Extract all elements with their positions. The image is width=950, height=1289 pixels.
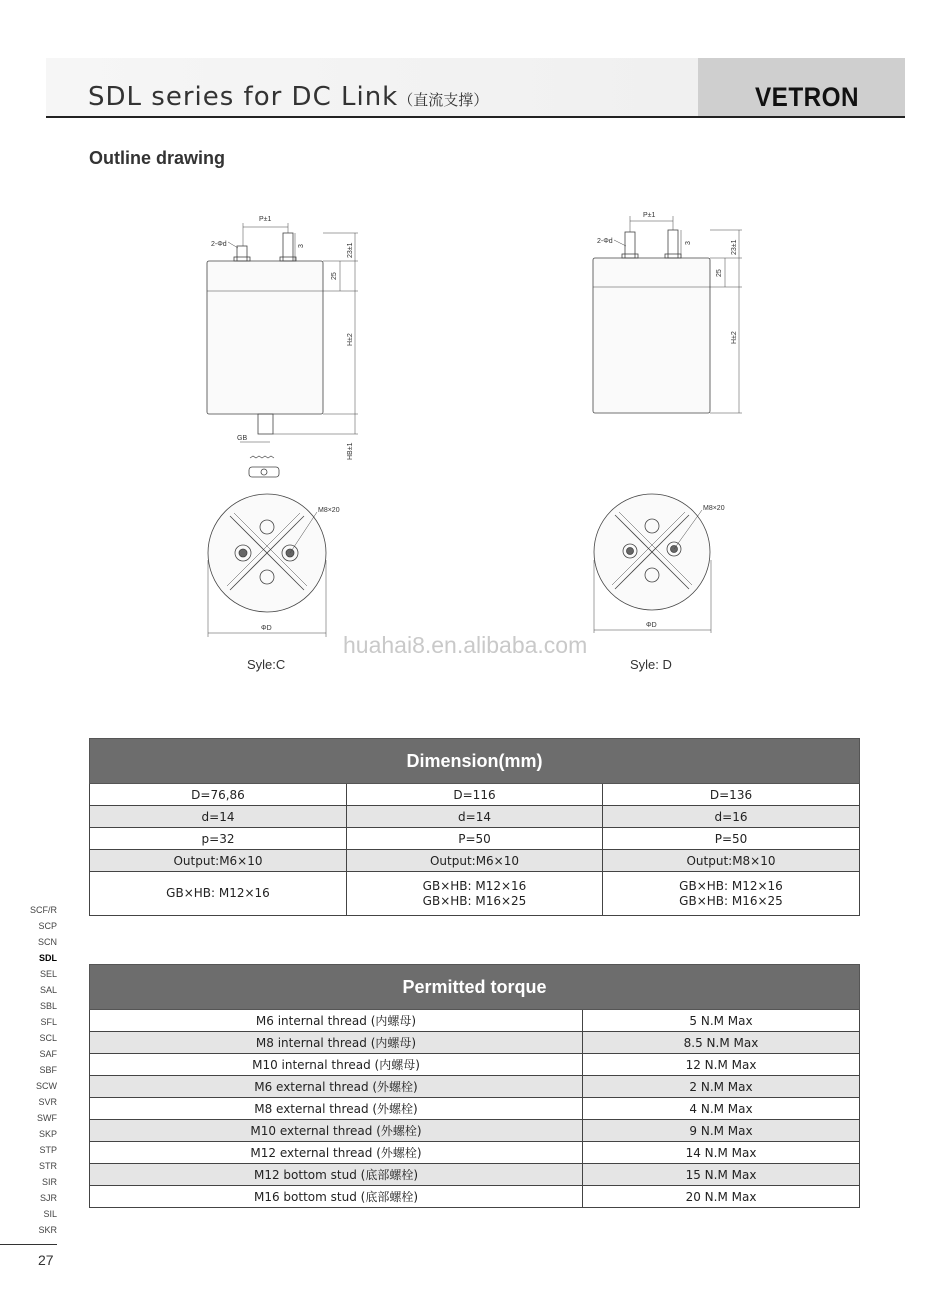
table-cell: 5 N.M Max <box>583 1010 860 1032</box>
torque-table <box>89 964 860 1208</box>
table-row <box>90 1010 860 1032</box>
table-row <box>90 1186 860 1208</box>
style-d-label: Syle: D <box>630 657 672 672</box>
dim-hb-label: HB±1 <box>347 442 354 460</box>
table-cell: M8 internal thread (内螺母) <box>90 1032 583 1054</box>
table-cell: p=32 <box>90 828 347 850</box>
dim-pitch-label: P±1 <box>259 216 272 223</box>
table-cell: M12 bottom stud (底部螺栓) <box>90 1164 583 1186</box>
table-cell: M10 internal thread (内螺母) <box>90 1054 583 1076</box>
series-index-item[interactable]: SAL <box>39 985 57 995</box>
series-index-item[interactable]: STP <box>39 1145 57 1155</box>
torque-table-header <box>90 965 860 1010</box>
series-index-item[interactable]: SCF/R <box>30 905 57 915</box>
table-cell: M8 external thread (外螺栓) <box>90 1098 583 1120</box>
table-row <box>90 1098 860 1120</box>
series-index-item[interactable]: SCL <box>39 1033 57 1043</box>
table-cell: Output:M6×10 <box>347 850 603 872</box>
table-cell: Output:M8×10 <box>603 850 860 872</box>
series-index-item[interactable]: SVR <box>38 1097 57 1107</box>
outline-drawing <box>0 200 950 680</box>
table-row <box>90 1054 860 1076</box>
table-cell: 14 N.M Max <box>583 1142 860 1164</box>
table-cell: 8.5 N.M Max <box>583 1032 860 1054</box>
table-cell: 20 N.M Max <box>583 1186 860 1208</box>
table-cell: M16 bottom stud (底部螺栓) <box>90 1186 583 1208</box>
page-number: 27 <box>38 1252 54 1268</box>
style-d-side-view <box>593 216 742 413</box>
dim-height-label: H±2 <box>347 333 354 346</box>
dim-pitch-label-d: P±1 <box>643 212 656 219</box>
watermark: huahai8.en.alibaba.com <box>343 632 588 658</box>
table-cell: 9 N.M Max <box>583 1120 860 1142</box>
series-index-item[interactable]: SCP <box>38 921 57 931</box>
table-cell: M6 external thread (外螺栓) <box>90 1076 583 1098</box>
style-d-top-view <box>594 494 711 633</box>
header-rule <box>46 116 905 118</box>
table-cell: M6 internal thread (内螺母) <box>90 1010 583 1032</box>
series-index-item[interactable]: SJR <box>39 1193 57 1203</box>
series-index-item[interactable]: SWF <box>37 1113 57 1123</box>
table-cell: d=14 <box>347 806 603 828</box>
table-cell: d=14 <box>90 806 347 828</box>
table-row <box>90 784 860 806</box>
series-index <box>20 902 57 1238</box>
series-index-item[interactable]: SKP <box>38 1129 57 1139</box>
series-index-item[interactable]: SBF <box>39 1065 57 1075</box>
footer-rule <box>0 1244 57 1245</box>
table-cell-line: GB×HB: M16×25 <box>679 893 783 908</box>
table-cell: d=16 <box>603 806 860 828</box>
dimension-table-title: Dimension(mm) <box>90 739 860 784</box>
series-index-item[interactable]: SFL <box>40 1017 57 1027</box>
style-c-top-view <box>208 494 326 637</box>
style-c-side-view <box>207 223 358 477</box>
series-index-item-active[interactable]: SDL <box>39 953 57 963</box>
table-cell: 4 N.M Max <box>583 1098 860 1120</box>
table-cell: D=116 <box>347 784 603 806</box>
table-row <box>90 850 860 872</box>
dim-gb-label: GB <box>237 435 248 442</box>
series-index-item[interactable]: SCW <box>36 1081 57 1091</box>
table-cell-line: GB×HB: M12×16 <box>422 878 527 893</box>
table-cell: P=50 <box>603 828 860 850</box>
dim-23-label: 23±1 <box>347 242 354 258</box>
section-title: Outline drawing <box>89 148 226 168</box>
brand-logo: VETRON <box>755 82 859 112</box>
table-cell: 2 N.M Max <box>583 1076 860 1098</box>
series-index-item[interactable]: SKR <box>38 1225 57 1235</box>
dim-3-label-d: 3 <box>685 241 692 245</box>
table-row <box>90 1032 860 1054</box>
table-cell: 12 N.M Max <box>583 1054 860 1076</box>
dim-25-label: 25 <box>331 272 338 280</box>
table-row <box>90 806 860 828</box>
page-title-cn: （直流支撑） <box>398 91 489 109</box>
dim-height-label-d: H±2 <box>731 331 738 344</box>
dim-23-label-d: 23±1 <box>731 239 738 255</box>
dimension-table-header <box>90 739 860 784</box>
table-row <box>90 872 860 916</box>
table-cell-line: GB×HB: M12×16 <box>679 878 783 893</box>
series-index-item[interactable]: STR <box>39 1161 57 1171</box>
table-cell: Output:M6×10 <box>90 850 347 872</box>
style-c-diameter-label: ΦD <box>261 625 272 632</box>
series-index-item[interactable]: SIL <box>43 1209 57 1219</box>
table-row <box>90 1142 860 1164</box>
dimension-table <box>89 738 860 916</box>
series-index-item[interactable]: SEL <box>39 969 57 979</box>
table-cell: M10 external thread (外螺栓) <box>90 1120 583 1142</box>
table-cell: 15 N.M Max <box>583 1164 860 1186</box>
series-index-item[interactable]: SCN <box>37 937 57 947</box>
table-cell: D=76,86 <box>90 784 347 806</box>
dim-25-label-d: 25 <box>716 269 723 277</box>
table-row <box>90 1164 860 1186</box>
series-index-item[interactable]: SIR <box>41 1177 57 1187</box>
torque-table-title: Permitted torque <box>90 965 860 1010</box>
page-title <box>88 82 488 112</box>
table-cell <box>603 872 860 916</box>
table-cell <box>90 872 347 916</box>
style-d-bolt-label: M8×20 <box>703 505 725 512</box>
dim-3-label: 3 <box>298 244 305 248</box>
dim-terminal-diameter-label-d: 2-Φd <box>597 238 613 245</box>
table-cell <box>347 872 603 916</box>
page-title-text: SDL series for DC Link <box>88 82 399 112</box>
style-c-bolt-label: M8×20 <box>318 507 340 514</box>
table-cell-line: GB×HB: M16×25 <box>422 893 527 908</box>
style-d-diameter-label: ΦD <box>646 622 657 629</box>
dim-terminal-diameter-label: 2-Φd <box>211 241 227 248</box>
table-row <box>90 1120 860 1142</box>
table-cell: P=50 <box>347 828 603 850</box>
table-row <box>90 828 860 850</box>
series-index-item[interactable]: SAF <box>39 1049 57 1059</box>
table-cell: M12 external thread (外螺栓) <box>90 1142 583 1164</box>
table-cell-line: GB×HB: M12×16 <box>166 886 270 900</box>
table-row <box>90 1076 860 1098</box>
series-index-item[interactable]: SBL <box>39 1001 57 1011</box>
style-c-label: Syle:C <box>247 657 286 672</box>
table-cell: D=136 <box>603 784 860 806</box>
